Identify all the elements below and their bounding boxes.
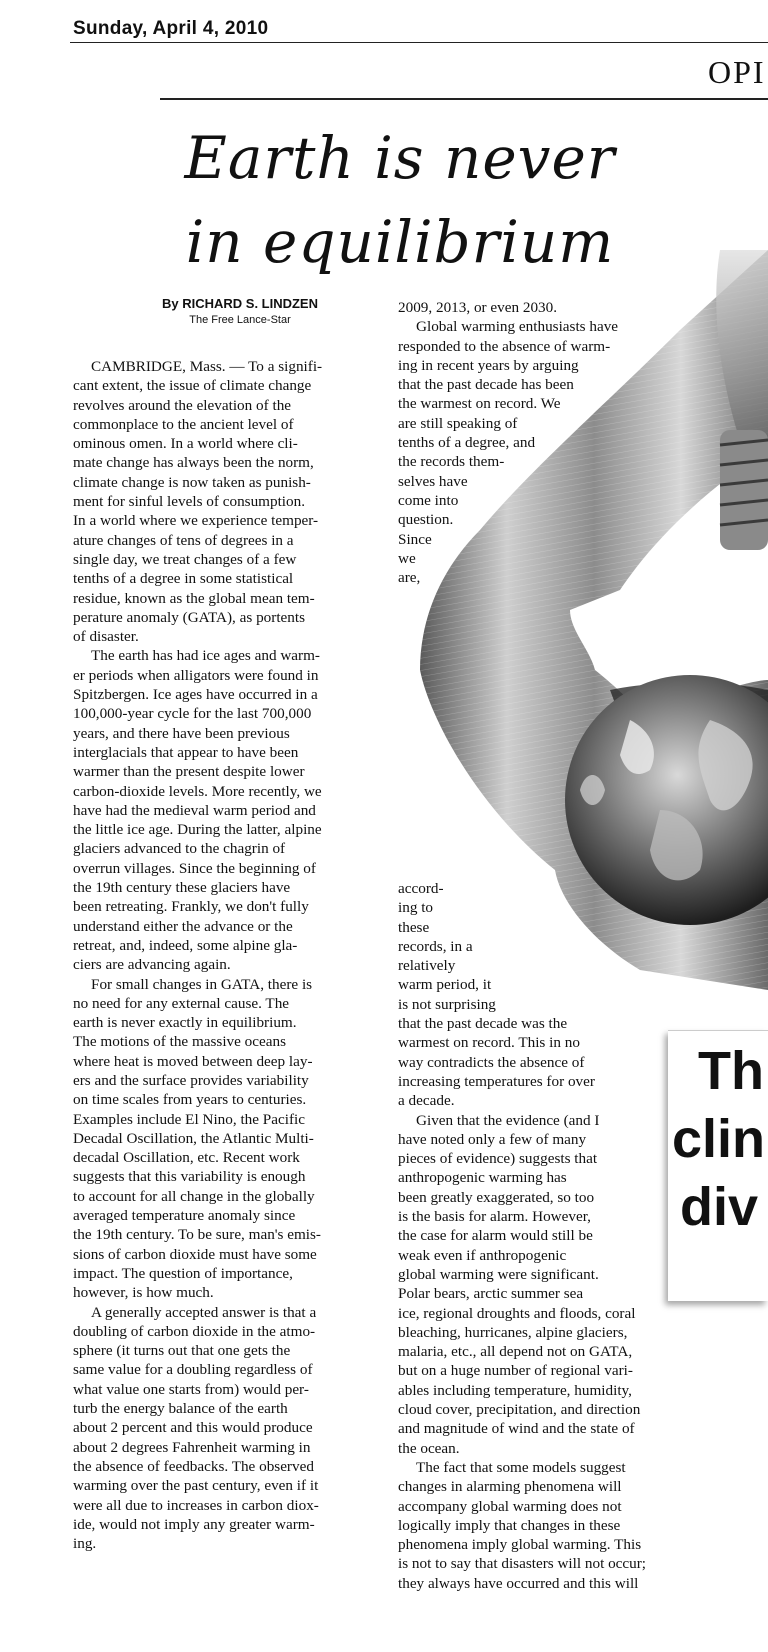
- article-line: question.: [398, 511, 454, 529]
- article-line: these: [398, 918, 430, 936]
- article-line: single day, we treat changes of a few: [73, 550, 297, 568]
- headline-line-2: in equilibrium: [185, 208, 615, 276]
- article-paragraph: [73, 1303, 383, 1554]
- article-line: the 19th century. To be sure, man's emis-: [73, 1226, 321, 1244]
- article-line: glaciers advanced to the chagrin of: [73, 840, 286, 858]
- byline-outlet: The Free Lance-Star: [189, 314, 291, 326]
- article-line: accord-: [398, 880, 444, 897]
- dateline: Sunday, April 4, 2010: [73, 18, 269, 39]
- article-line: have noted only a few of many: [398, 1130, 587, 1148]
- article-line: anthropogenic warming has: [398, 1169, 567, 1187]
- article-line: tenths of a degree in some statistical: [73, 570, 294, 588]
- article-line: been greatly exaggerated, so too: [398, 1188, 595, 1206]
- article-line: same value for a doubling regardless of: [73, 1361, 313, 1379]
- article-line: ment for sinful levels of consumption.: [73, 493, 305, 511]
- article-line: carbon-dioxide levels. More recently, we: [73, 782, 322, 800]
- article-line: increasing temperatures for over: [398, 1072, 595, 1090]
- pull-quote-line-3: div: [680, 1177, 759, 1237]
- article-line: cant extent, the issue of climate change: [73, 377, 312, 395]
- article-line: residue, known as the global mean tem-: [73, 589, 315, 607]
- article-line: Decadal Oscillation, the Atlantic Multi-: [73, 1129, 314, 1147]
- article-line: changes in alarming phenomena will: [398, 1478, 622, 1496]
- article-line: cloud cover, precipitation, and direction: [398, 1401, 641, 1419]
- article-line: are still speaking of: [398, 414, 518, 432]
- article-line: ing to: [398, 899, 434, 917]
- article-line: selves have: [398, 472, 468, 490]
- article-line: the little ice age. During the latter, alpine: [73, 821, 322, 839]
- article-line: Since: [398, 530, 432, 548]
- article-line: impact. The question of importance,: [73, 1264, 293, 1282]
- article-column-right-top: [398, 298, 658, 587]
- article-paragraph: [73, 975, 383, 1303]
- byline-author: By RICHARD S. LINDZEN: [161, 296, 318, 311]
- article-line: a decade.: [398, 1092, 455, 1110]
- article-line: have had the medieval warm period and: [73, 801, 316, 819]
- article-line: about 2 degrees Fahrenheit warming in: [73, 1438, 311, 1456]
- article-line: revolves around the elevation of the: [73, 396, 292, 414]
- article-line: Polar bears, arctic summer sea: [398, 1285, 584, 1303]
- article-line: global warming were significant.: [398, 1265, 599, 1283]
- article-paragraph: [73, 646, 383, 974]
- article-line: relatively: [398, 957, 456, 975]
- article-line: they always have occurred and this will: [398, 1574, 639, 1592]
- article-line: Given that the evidence (and I: [416, 1111, 600, 1129]
- article-line: however, is how much.: [73, 1284, 214, 1302]
- article-line: the records them-: [398, 453, 505, 471]
- article-line: been retreating. Frankly, we don't fully: [73, 898, 309, 916]
- article-line: warmer than the present despite lower: [73, 763, 305, 781]
- article-line: 2009, 2013, or even 2030.: [398, 299, 558, 316]
- article-line: overrun villages. Since the beginning of: [73, 859, 316, 877]
- article-line: come into: [398, 491, 459, 509]
- article-line: 100,000-year cycle for the last 700,000: [73, 705, 312, 723]
- article-line: that the past decade was the: [398, 1015, 568, 1033]
- article-line: the ocean.: [398, 1439, 460, 1457]
- article-line: understand either the advance or the: [73, 917, 293, 935]
- article-line: ature changes of tens of degrees in a: [73, 531, 294, 549]
- article-line: The earth has had ice ages and warm-: [91, 647, 320, 665]
- article-line: no need for any external cause. The: [73, 994, 290, 1012]
- article-line: years, and there have been previous: [73, 724, 290, 742]
- article-line: Examples include El Nino, the Pacific: [73, 1110, 305, 1128]
- pull-quote-box: [668, 1030, 768, 1301]
- article-line: tenths of a degree, and: [398, 434, 536, 452]
- article-line: turb the energy balance of the earth: [73, 1400, 288, 1418]
- article-paragraph: [398, 317, 658, 587]
- article-line: retreat, and, indeed, some alpine gla-: [73, 936, 298, 954]
- article-line: ciers are advancing again.: [73, 956, 231, 974]
- article-line: what value one starts from) would per-: [73, 1380, 309, 1398]
- article-line: commonplace to the ancient level of: [73, 415, 294, 433]
- article-column-left: [73, 357, 383, 1553]
- article-line: warm period, it: [398, 976, 492, 994]
- article-line: weak even if anthropogenic: [398, 1246, 567, 1264]
- article-line: Global warming enthusiasts have: [416, 318, 619, 336]
- article-line: The motions of the massive oceans: [73, 1033, 286, 1051]
- article-line: way contradicts the absence of: [398, 1053, 585, 1071]
- article-line: malaria, etc., all depend not on GATA,: [398, 1343, 633, 1361]
- article-paragraph: [398, 298, 658, 317]
- article-line: the warmest on record. We: [398, 395, 561, 413]
- article-line: doubling of carbon dioxide in the atmo-: [73, 1322, 316, 1340]
- article-line: ing in recent years by arguing: [398, 356, 579, 374]
- article-line: we: [398, 549, 416, 567]
- article-line: ing.: [73, 1535, 97, 1553]
- article-line: mate change has always been the norm,: [73, 454, 314, 472]
- section-label: OPI: [708, 54, 766, 90]
- article-line: on time scales from years to centuries.: [73, 1091, 307, 1109]
- article-line: is not surprising: [398, 995, 496, 1013]
- article-line: pieces of evidence) suggests that: [398, 1150, 598, 1168]
- article-line: is the basis for alarm. However,: [398, 1208, 591, 1226]
- article-line: In a world where we experience temper-: [73, 512, 319, 530]
- article-line: to account for all change in the globally: [73, 1187, 315, 1205]
- article-line: but on a huge number of regional vari-: [398, 1362, 633, 1380]
- article-paragraph: [398, 1111, 688, 1458]
- article-line: suggests that this variability is enough: [73, 1168, 306, 1186]
- article-line: For small changes in GATA, there is: [91, 975, 313, 993]
- article-line: are,: [398, 569, 421, 587]
- headline-line-1: Earth is never: [184, 124, 616, 192]
- article-line: er periods when alligators were found in: [73, 666, 319, 684]
- article-line: sphere (it turns out that one gets the: [73, 1342, 291, 1360]
- article-line: is not to say that disasters will not occur;: [398, 1555, 647, 1573]
- article-line: averaged temperature anomaly since: [73, 1207, 296, 1225]
- article-column-right-bottom: [398, 879, 688, 1593]
- article-line: earth is never exactly in equilibrium.: [73, 1014, 297, 1032]
- article-line: that the past decade has been: [398, 376, 574, 394]
- article-line: bleaching, hurricanes, alpine glaciers,: [398, 1323, 628, 1341]
- article-line: ers and the surface provides variability: [73, 1071, 309, 1089]
- pull-quote-line-1: Th: [698, 1041, 764, 1101]
- top-rule: [70, 42, 768, 43]
- article-line: CAMBRIDGE, Mass. — To a signifi-: [91, 358, 323, 375]
- article-line: the case for alarm would still be: [398, 1227, 593, 1245]
- article-line: warmest on record. This in no: [398, 1034, 580, 1052]
- article-line: the absence of feedbacks. The observed: [73, 1457, 314, 1475]
- article-line: the 19th century these glaciers have: [73, 879, 291, 897]
- article-line: of disaster.: [73, 628, 139, 646]
- article-line: decadal Oscillation, etc. Recent work: [73, 1149, 300, 1167]
- article-line: A generally accepted answer is that a: [91, 1303, 317, 1321]
- article-line: perature anomaly (GATA), as portents: [73, 608, 306, 626]
- article-line: ice, regional droughts and floods, coral: [398, 1304, 636, 1322]
- article-line: where heat is moved between deep lay-: [73, 1052, 313, 1070]
- section-rule: [160, 98, 768, 100]
- article-line: interglacials that appear to have been: [73, 743, 299, 761]
- article-line: ide, would not imply any greater warm-: [73, 1515, 315, 1533]
- article-line: records, in a: [398, 937, 473, 955]
- article-line: climate change is now taken as punish-: [73, 473, 311, 491]
- article-line: The fact that some models suggest: [416, 1458, 626, 1476]
- article-line: phenomena imply global warming. This: [398, 1536, 642, 1554]
- article-line: logically imply that changes in these: [398, 1516, 621, 1534]
- article-line: sions of carbon dioxide must have some: [73, 1245, 317, 1263]
- article-line: responded to the absence of warm-: [398, 337, 611, 355]
- pull-quote-line-2: clin: [672, 1109, 766, 1169]
- article-line: accompany global warming does not: [398, 1497, 622, 1515]
- article-line: warming over the past century, even if it: [73, 1477, 319, 1495]
- article-paragraph: [398, 879, 688, 1111]
- article-line: ables including temperature, humidity,: [398, 1381, 632, 1399]
- article-paragraph: [73, 357, 383, 646]
- article-line: and magnitude of wind and the state of: [398, 1420, 635, 1438]
- article-line: about 2 percent and this would produce: [73, 1419, 313, 1437]
- article-line: ominous omen. In a world where cli-: [73, 435, 298, 453]
- article-line: were all due to increases in carbon diox-: [73, 1496, 319, 1514]
- article-paragraph: [398, 1458, 688, 1593]
- article-line: Spitzbergen. Ice ages have occurred in a: [73, 686, 318, 704]
- byline: [130, 296, 350, 326]
